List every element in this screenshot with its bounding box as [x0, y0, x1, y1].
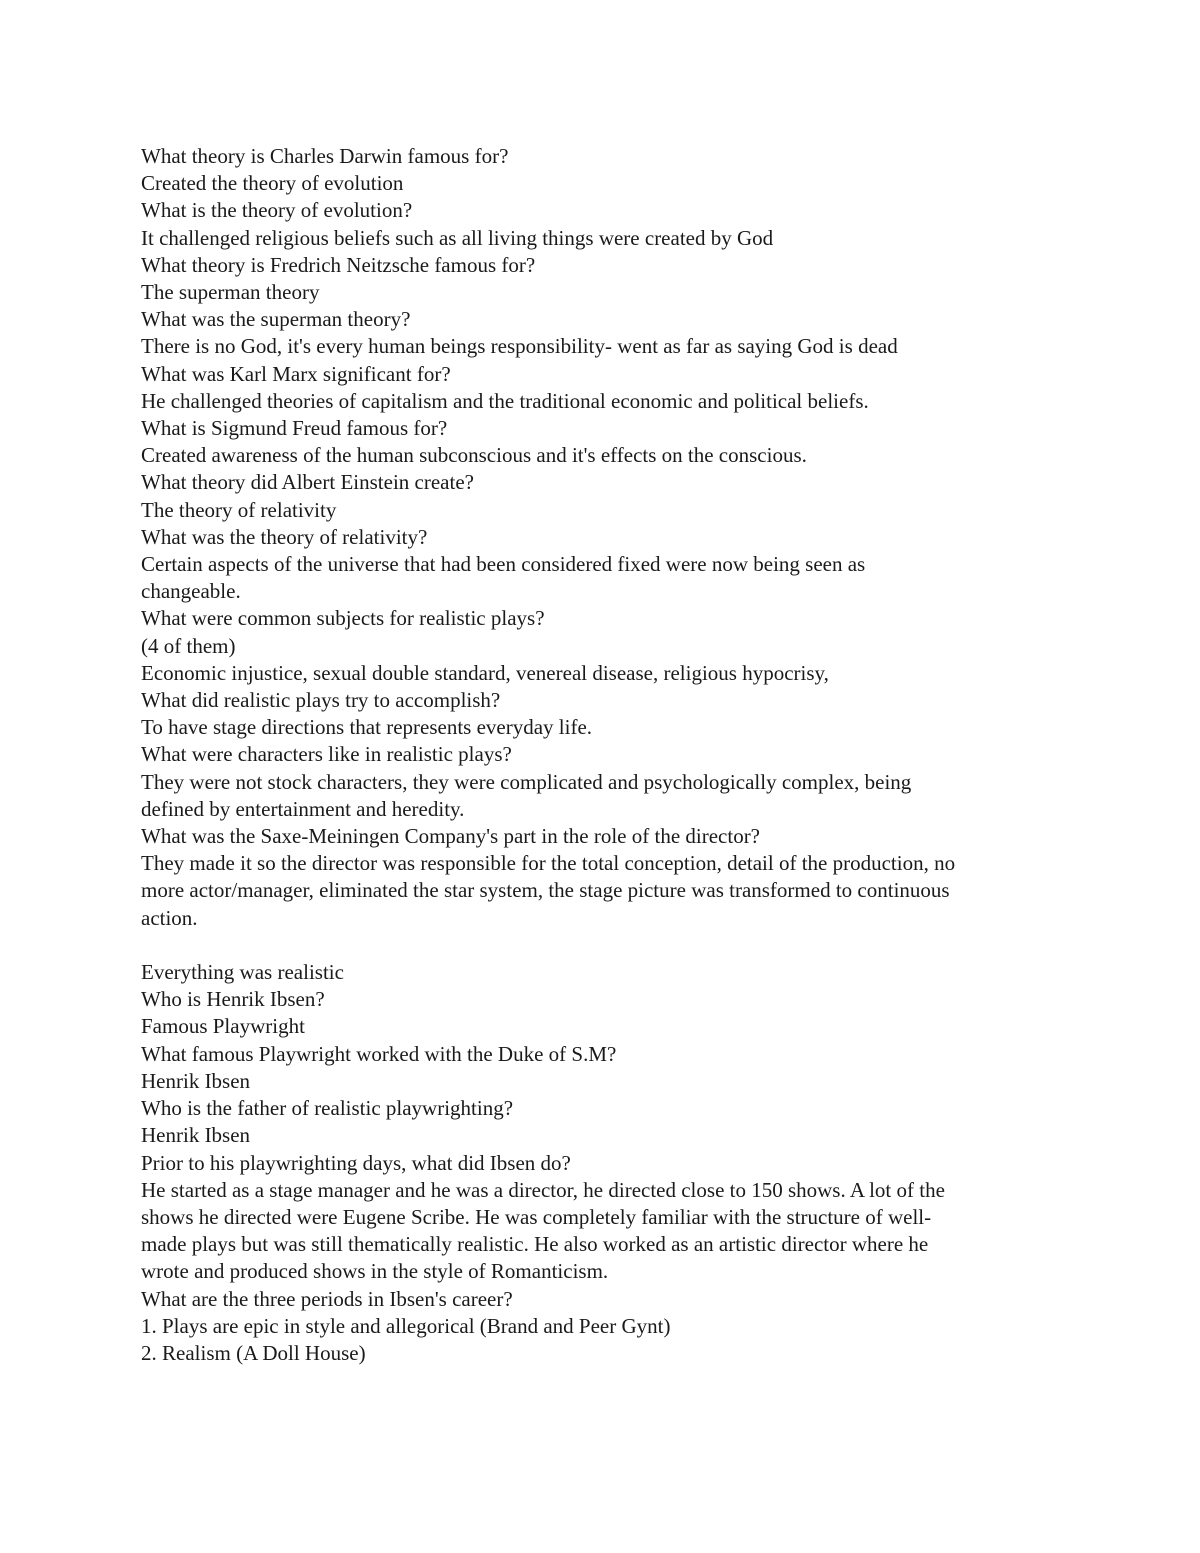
- text-line: Economic injustice, sexual double standard, venereal disease, religious hypocrisy,: [141, 660, 829, 685]
- text-line: He challenged theories of capitalism and the traditional economic and political beliefs.: [141, 388, 869, 413]
- text-line: What was the theory of relativity?: [141, 524, 428, 549]
- text-line: 2. Realism (A Doll House): [141, 1340, 366, 1365]
- text-line: What were common subjects for realistic plays?: [141, 606, 545, 631]
- text-line: What theory is Fredrich Neitzsche famous for?: [141, 252, 536, 277]
- text-line: What was the superman theory?: [141, 307, 411, 332]
- text-line: Henrik Ibsen: [141, 1123, 251, 1148]
- text-line: What is the theory of evolution?: [141, 198, 413, 223]
- text-line: What were characters like in realistic plays?: [141, 742, 512, 767]
- text-line: What did realistic plays try to accomplish?: [141, 688, 501, 713]
- text-line: They were not stock characters, they were complicated and psychologically complex, being: [141, 769, 912, 794]
- text-line: action.: [141, 905, 198, 930]
- text-line: What theory did Albert Einstein create?: [141, 470, 474, 495]
- text-line: Famous Playwright: [141, 1014, 305, 1039]
- text-line: more actor/manager, eliminated the star system, the stage picture was transformed to continuous: [141, 878, 950, 903]
- text-line: shows he directed were Eugene Scribe. He was completely familiar with the structure of well-: [141, 1204, 932, 1229]
- text-line: Prior to his playwrighting days, what did Ibsen do?: [141, 1150, 571, 1175]
- text-line: Created the theory of evolution: [141, 171, 404, 196]
- text-line: What was Karl Marx significant for?: [141, 361, 451, 386]
- text-line: Certain aspects of the universe that had been considered fixed were now being seen as: [141, 552, 866, 577]
- text-line: wrote and produced shows in the style of Romanticism.: [141, 1259, 609, 1284]
- text-line: What are the three periods in Ibsen's career?: [141, 1286, 513, 1311]
- text-line: The theory of relativity: [141, 497, 337, 522]
- text-line: What famous Playwright worked with the Duke of S.M?: [141, 1041, 617, 1066]
- text-line: What theory is Charles Darwin famous for?: [141, 144, 509, 168]
- text-line: What was the Saxe-Meiningen Company's part in the role of the director?: [141, 824, 761, 849]
- text-line: made plays but was still thematically realistic. He also worked as an artistic director where he: [141, 1232, 929, 1257]
- text-line: To have stage directions that represents everyday life.: [141, 715, 593, 740]
- text-line: (4 of them): [141, 633, 236, 658]
- text-line: It challenged religious beliefs such as all living things were created by God: [141, 225, 774, 250]
- text-line: Henrik Ibsen: [141, 1068, 251, 1093]
- text-line: They made it so the director was responsible for the total conception, detail of the production, no: [141, 851, 956, 876]
- text-line: defined by entertainment and heredity.: [141, 796, 465, 821]
- text-line: What is Sigmund Freud famous for?: [141, 416, 448, 441]
- document-text: [141, 143, 1061, 1367]
- text-line: There is no God, it's every human beings responsibility- went as far as saying God is dead: [141, 334, 898, 359]
- text-line: 1. Plays are epic in style and allegorical (Brand and Peer Gynt): [141, 1313, 671, 1338]
- blank-line: [141, 932, 1061, 959]
- text-line: The superman theory: [141, 280, 320, 305]
- text-line: He started as a stage manager and he was a director, he directed close to 150 shows. A lot of the: [141, 1177, 945, 1202]
- text-line: changeable.: [141, 579, 241, 604]
- text-line: Who is Henrik Ibsen?: [141, 987, 325, 1012]
- text-line: Who is the father of realistic playwrighting?: [141, 1096, 514, 1121]
- text-line: Created awareness of the human subconscious and it's effects on the conscious.: [141, 443, 807, 468]
- text-line: Everything was realistic: [141, 960, 344, 985]
